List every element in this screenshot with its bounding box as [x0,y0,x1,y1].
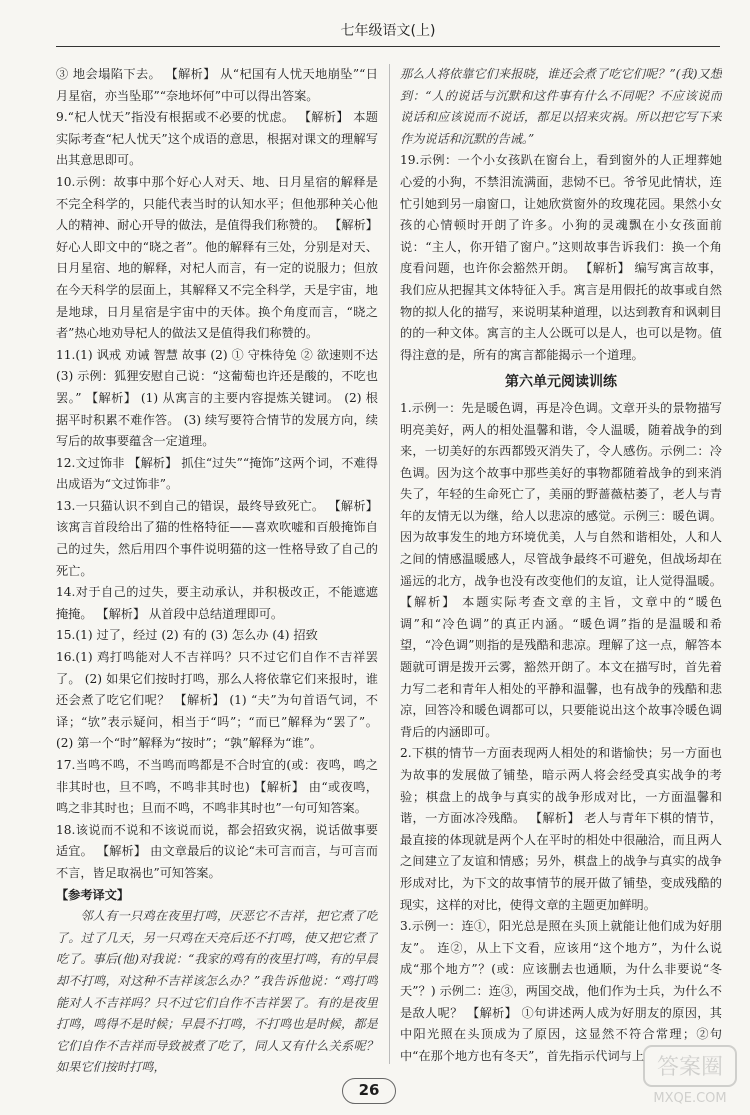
watermark-logo [640,1040,740,1110]
answer-item: 2.下棋的情节一方面表现两人相处的和谐愉快；另一方面也为故事的发展做了铺垫，暗示两人将会经受真实战争的考验；棋盘上的战争与真实的战争形成对比，一方面温馨和谐，一方面冰冷残酷。 【解析】 老人与青年下棋的情节，最直接的体现就是两个人在平时的相处中很融洽，而且两人之间建立了友谊和情感；另外，棋盘上的战争与真实的战争形成对比，为下文的故事情节的展开做了铺垫，变成残酷的现实，这样的对比，使得文章的主题更加鲜明。 [400,746,722,912]
answer-item: 16.(1) 鸡打鸣能对人不吉祥吗？只不过它们自作不吉祥罢了。 (2) 如果它们按时打鸣，那么人将依靠它们来报时，谁还会煮了吃它们呢？ 【解析】 (1) “夫”为句首语气词，不译；“欤”表示疑问，相当于“吗”；“而已”解释为“罢了”。 (2) 第一个“时”解释为“按时”；“孰”解释为“谁”。 [56,650,378,751]
answer-item: 18.该说而不说和不该说而说，都会招致灾祸，说话做事要适宜。 【解析】 由文章最后的议论“未可言而言，与可言而不言，皆足取祸也”可知答案。 [56,822,378,880]
answer-item: 17.当鸣不鸣，不当鸣而鸣都是不合时宜的(或：夜鸣，鸣之非其时也，旦不鸣，不鸣非其时也) 【解析】 由“或夜鸣，鸣之非其时也；旦而不鸣，不鸣非其时也”一句可知答案。 [56,758,378,816]
right-column [400,64,722,1074]
answer-item: 11.(1) 讽戒 劝诫 智慧 故事 (2) ① 守株待兔 ② 欲速则不达 (3) 示例：狐狸安慰自己说：“这葡萄也许还是酸的，不吃也罢。” 【解析】 (1) 从寓言的主要内容提炼关键词。 (2) 根据平时积累不难作答。 (3) 续写要符合情节的发展方向，续写后的故事要蕴含一定道理。 [56,347,378,449]
answer-item: 1.示例一：先是暖色调，再是冷色调。文章开头的景物描写明亮美好，两人的相处温馨和谐，令人温暖，随着战争的到来，一切美好的东西都毁灭消失了，令人感伤。示例二：冷色调。因为这个故事中那些美好的事物都随着战争的到来消失了，年轻的生命死亡了，美丽的野蔷薇枯萎了，老人与青年的友情无以为继，给人以悲凉的感觉。示例三：暖色调。因为故事发生的地方环境优美，人与自然和谐相处，人和人之间的情感温暖感人，尽管战争最终不可避免，但战场却在遥远的北方，战争也没有改变他们的友谊，让人觉得温暖。 【解析】 本题实际考查文章的主旨，文章中的“暖色调”和“冷色调”的真正内涵。“暖色调”指的是温暖和希望，“冷色调”则指的是残酷和悲凉。理解了这一点，解答本题就可谓是拨开云雾，豁然开朗了。本文在描写时，首先着力写二老和青年人相处的平静和温馨，也有战争的残酷和悲凉，回答冷和暖色调都可以，只要能说出这个故事冷暖色调背后的内涵即可。 [400,400,722,739]
answer-item: 14.对于自己的过失，要主动承认，并积极改正，不能遮遮掩掩。 【解析】 从首段中总结道理即可。 [56,585,378,621]
page-number [342,1078,396,1104]
page-header [56,14,720,52]
header-rule [56,46,720,47]
answer-item: ③ 地会塌陷下去。 【解析】 从“杞国有人忧天地崩坠”“日月星宿，亦当坠耶”“奈地坏何”中可以得出答案。 [56,67,378,103]
svg-text:MXQE.COM: MXQE.COM [653,1091,727,1106]
translation-text-continued: 那么人将依靠它们来报晓，谁还会煮了吃它们呢？”(我)又想到：“人的说话与沉默和这件事有什么不同呢？不应该说而说话和应该说而不说话，都足以招来灾祸。所以把它写下来作为说话和沉默的告诫。” [400,67,722,146]
page-number-text: 26 [358,1081,380,1099]
answer-item: 19.示例：一个小女孩趴在窗台上，看到窗外的人正埋葬她心爱的小狗，不禁泪流满面，悲恸不已。爷爷见此情状，连忙引她到另一扇窗口，让她欣赏窗外的玫瑰花园。果然小女孩的心情顿时开朗了许多。小狗的灵魂飘在小女孩面前说：“主人，你开错了窗户。”这则故事告诉我们：换一个角度看问题，也许你会豁然开朗。 【解析】 编写寓言故事，我们应从把握其文体特征入手。寓言是用假托的故事或自然物的拟人化的描写，来说明某种道理，以达到教育和讽刺目的的一种文体。寓言的主人公既可以是人，也可以是物。值得注意的是，所有的寓言都能揭示一个道理。 [400,153,722,362]
answer-item: 12.文过饰非 【解析】 抓住“过失”“掩饰”这两个词，不难得出成语为“文过饰非”。 [56,455,378,492]
answer-item: 10.示例：故事中那个好心人对天、地、日月星宿的解释是不完全科学的，只能代表当时的认知水平；但他那种关心他人的精神、耐心开导的做法，是值得我们称赞的。 【解析】 好心人即文中的“晓之者”。他的解释有三处，分别是对天、日月星宿、地的解释，对杞人而言，有一定的说服力；但放在今天科学的层面上，其解释又不完全科学，天是宇宙，地是地球，日月星宿是宇宙中的天体。换个角度而言，“晓之者”热心地劝导杞人的做法又是值得我们称赞的。 [56,174,378,341]
answer-item: 9.“杞人忧天”指没有根据或不必要的忧虑。 【解析】 本题实际考查“杞人忧天”这个成语的意思，根据对课文的理解写出其意思即可。 [56,110,378,168]
answer-item: 15.(1) 过了，经过 (2) 有的 (3) 怎么办 (4) 招致 [56,628,318,643]
section-title: 第六单元阅读训练 [505,374,617,391]
left-column [56,64,378,1074]
svg-text:答案圈: 答案圈 [656,1055,724,1080]
answer-item: 13.一只猫认识不到自己的错误，最终导致死亡。 【解析】 该寓言首段给出了猫的性格特征——喜欢吹嘘和百般掩饰自己的过失，然后用四个事件说明猫的这一性格导致了自己的死亡。 [56,498,378,578]
column-divider [389,64,390,1064]
page-header-title: 七年级语文(上) [340,23,436,39]
translation-text: 邻人有一只鸡在夜里打鸣，厌恶它不吉祥，把它煮了吃了。过了几天，另一只鸡在天亮后还不打鸣，使又把它煮了吃了。事后(他)对我说：“我家的鸡有的夜里打鸣，有的早晨却不打鸣，对这种不吉祥该怎么办？”我告诉他说：“鸡打鸣能对人不吉祥吗？只不过它们自作不吉祥罢了。有的是夜里打鸣，鸣得不是时候；早晨不打鸣，不打鸣也是时候，都是它们自作不吉祥而导致被煮了吃了，同人又有什么关系呢？如果它们按时打鸣， [56,909,378,1074]
answer-item: 3.示例一：连①，阳光总是照在头顶上就能让他们成为好朋友”。 连②，从上下文看，应该用“这个地方”，为什么说成“那个地方”？(或：应该删去也通顺，为什么非要说“冬天”？) 示例二：连③，两国交战，他们作为士兵，为什么不是敌人呢？ 【解析】 ①句讲述两人成为好朋友的原因，其中阳光照在头顶成为了原因，这显然不符合常理；②句中“在那个地方也有冬天”，首先指示代词与上 [400,919,722,1063]
translation-heading: 【参考译文】 [56,887,130,902]
